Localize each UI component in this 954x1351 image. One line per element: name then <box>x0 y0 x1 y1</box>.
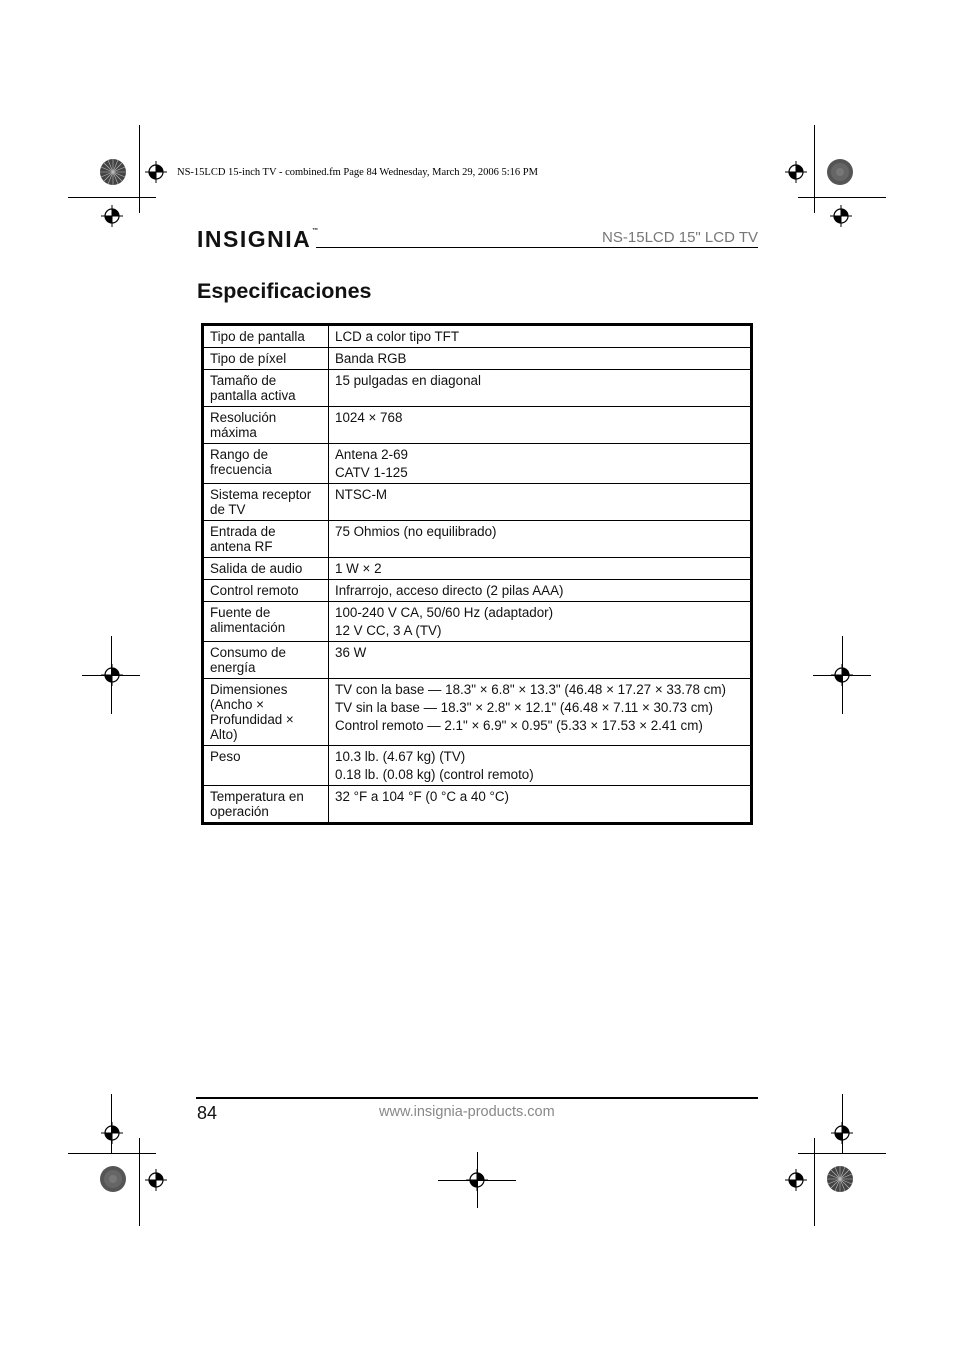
spec-value-cell <box>329 521 752 558</box>
spec-label-cell <box>203 580 329 602</box>
table-row <box>203 325 752 348</box>
spec-label: Fuente de <box>210 605 271 620</box>
spec-value-cell <box>329 370 752 407</box>
spec-label: Salida de audio <box>210 561 303 576</box>
spec-label: alimentación <box>210 620 286 635</box>
spec-label: Consumo de <box>210 645 286 660</box>
table-row <box>203 407 752 444</box>
spec-value: 1 W × 2 <box>335 561 382 576</box>
spec-label: Rango de <box>210 447 269 462</box>
spec-value-cell <box>329 558 752 580</box>
spec-label-cell <box>203 325 329 348</box>
spec-value: 32 °F a 104 °F (0 °C a 40 °C) <box>335 789 509 804</box>
table-row <box>203 602 752 642</box>
spec-value: Infrarrojo, acceso directo (2 pilas AAA) <box>335 583 564 598</box>
spec-label-cell <box>203 407 329 444</box>
spec-label: Control remoto <box>210 583 299 598</box>
spec-value-cell <box>329 679 752 746</box>
spec-value: 12 V CC, 3 A (TV) <box>335 623 442 638</box>
spec-value-cell <box>329 580 752 602</box>
spec-label: Temperatura en <box>210 789 304 804</box>
spec-label-cell <box>203 484 329 521</box>
spec-label-cell <box>203 746 329 786</box>
sunburst-target-icon <box>99 158 127 186</box>
table-row <box>203 679 752 746</box>
spec-label: Tipo de píxel <box>210 351 287 366</box>
specifications-table <box>201 323 753 825</box>
spec-value-cell <box>329 444 752 484</box>
spec-label-cell <box>203 521 329 558</box>
spec-value: LCD a color tipo TFT <box>335 329 460 344</box>
table-row <box>203 642 752 679</box>
registration-mark-icon <box>785 1169 807 1191</box>
spec-value-cell <box>329 407 752 444</box>
spec-label-cell <box>203 602 329 642</box>
registration-mark-icon <box>830 205 852 227</box>
page-number: 84 <box>197 1103 218 1123</box>
spec-value: 10.3 lb. (4.67 kg) (TV) <box>335 749 466 764</box>
spec-label: frecuencia <box>210 462 272 477</box>
spec-label: Profundidad × <box>210 712 294 727</box>
sunburst-target-icon <box>826 158 854 186</box>
registration-mark-icon <box>145 1169 167 1191</box>
table-row <box>203 444 752 484</box>
spec-value: 0.18 lb. (0.08 kg) (control remoto) <box>335 767 534 782</box>
specifications-table-body <box>203 325 752 824</box>
spec-label: (Ancho × <box>210 697 264 712</box>
spec-label: Tipo de pantalla <box>210 329 305 344</box>
spec-value: 15 pulgadas en diagonal <box>335 373 481 388</box>
spec-value: TV con la base — 18.3" × 6.8" × 13.3" (46.48 × 17.27 × 33.78 cm) <box>335 682 726 697</box>
brand-logo <box>197 228 318 251</box>
spec-value: 100-240 V CA, 50/60 Hz (adaptador) <box>335 605 554 620</box>
table-row <box>203 580 752 602</box>
spec-label-cell <box>203 444 329 484</box>
spec-value-cell <box>329 786 752 824</box>
sunburst-target-icon <box>99 1165 127 1193</box>
table-row <box>203 746 752 786</box>
spec-label: Dimensiones <box>210 682 288 697</box>
spec-label: energía <box>210 660 256 675</box>
footer-url: www.insignia-products.com <box>379 1104 555 1120</box>
spec-label: Resolución <box>210 410 277 425</box>
spec-label: pantalla activa <box>210 388 296 403</box>
spec-value-cell <box>329 484 752 521</box>
spec-value: 1024 × 768 <box>335 410 403 425</box>
spec-label: Tamaño de <box>210 373 277 388</box>
spec-value: Banda RGB <box>335 351 407 366</box>
table-row <box>203 370 752 407</box>
spec-value: TV sin la base — 18.3" × 2.8" × 12.1" (46.48 × 7.11 × 30.73 cm) <box>335 700 714 715</box>
spec-label: Sistema receptor <box>210 487 312 502</box>
spec-value-cell <box>329 746 752 786</box>
spec-value: 75 Ohmios (no equilibrado) <box>335 524 497 539</box>
spec-label-cell <box>203 370 329 407</box>
spec-value: Control remoto — 2.1" × 6.9" × 0.95" (5.33 × 17.53 × 2.41 cm) <box>335 718 703 733</box>
spec-label: Entrada de <box>210 524 276 539</box>
spec-label-cell <box>203 348 329 370</box>
brand-logo-text: INSIGNIA <box>197 226 312 252</box>
spec-value: CATV 1-125 <box>335 465 408 480</box>
spec-label-cell <box>203 786 329 824</box>
table-row <box>203 348 752 370</box>
spec-label: Alto) <box>210 727 238 742</box>
spec-value-cell <box>329 602 752 642</box>
spec-label: antena RF <box>210 539 273 554</box>
spec-label: de TV <box>210 502 246 517</box>
registration-mark-icon <box>101 1122 123 1144</box>
spec-value-cell <box>329 325 752 348</box>
spec-label: operación <box>210 804 269 819</box>
spec-label: máxima <box>210 425 257 440</box>
spec-label-cell <box>203 558 329 580</box>
table-row <box>203 786 752 824</box>
registration-mark-icon <box>101 205 123 227</box>
spec-label-cell <box>203 679 329 746</box>
spec-label-cell <box>203 642 329 679</box>
registration-mark-icon <box>145 161 167 183</box>
table-row <box>203 484 752 521</box>
table-row <box>203 558 752 580</box>
print-header: NS-15LCD 15-inch TV - combined.fm Page 84 Wednesday, March 29, 2006 5:16 PM <box>177 167 538 178</box>
spec-value-cell <box>329 348 752 370</box>
page-title: Especificaciones <box>197 279 372 303</box>
spec-value: 36 W <box>335 645 367 660</box>
spec-value-cell <box>329 642 752 679</box>
product-name: NS-15LCD 15" LCD TV <box>602 229 758 246</box>
footer-rule <box>196 1097 758 1099</box>
sunburst-target-icon <box>826 1165 854 1193</box>
table-row <box>203 521 752 558</box>
registration-mark-icon <box>785 161 807 183</box>
spec-value: NTSC-M <box>335 487 388 502</box>
header-rule <box>316 247 758 248</box>
spec-value: Antena 2-69 <box>335 447 408 462</box>
spec-label: Peso <box>210 749 241 764</box>
trademark-symbol: ™ <box>312 228 319 234</box>
